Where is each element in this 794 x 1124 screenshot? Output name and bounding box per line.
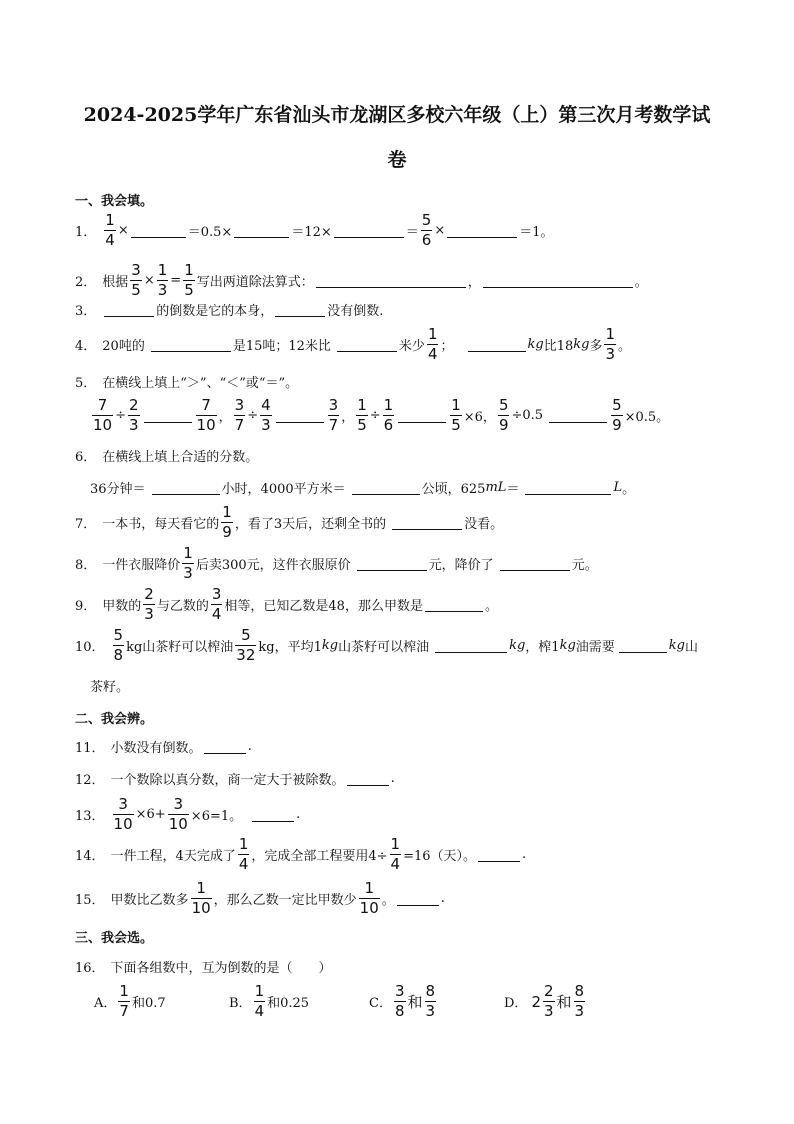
answer-blank[interactable] [483,273,633,288]
fraction: $\frac{1}{5}$ [184,261,194,299]
fraction: $\frac{5}{6}$ [421,211,432,249]
question-4: 4． 20吨的 是15吨；12米比 米少 $\frac{1}{4}$ ； kg 比18 kg 多 $\frac{1}{3}$ 。 [75,325,632,363]
question-number: 8． [75,558,97,573]
compare-blank[interactable] [398,408,446,423]
section-heading-fill: 一、我会填。 [75,194,154,209]
answer-blank[interactable] [337,337,397,352]
question-1: 1． $\frac{1}{4}$ × ＝0.5× ＝12× ＝ $\frac{5}{6}$ × ＝1。 [75,211,554,249]
answer-blank[interactable] [152,480,220,495]
question-7: 7． 一本书，每天看它的 $\frac{1}{9}$ ，看了3天后，还剩全书的 没看。 [75,503,504,541]
option-c[interactable]: C． $\frac{3}{8}$ 和 $\frac{8}{3}$ [369,982,436,1020]
answer-blank[interactable] [131,223,186,238]
answer-blank[interactable] [316,273,466,288]
question-number: 14． [75,849,105,864]
question-number: 12． [75,773,105,788]
question-number: 5． [75,376,97,391]
question-8: 8． 一件衣服降价 $\frac{1}{3}$ 后卖300元，这件衣服原价 元，降价了 元。 [75,544,598,582]
question-16: 16． 下面各组数中，互为倒数的是（ ） [75,957,332,976]
question-5: 5． 在横线上填上“＞”、“＜”或“＝”。 [75,372,298,391]
option-b[interactable]: B． $\frac{1}{4}$ 和0.25 [229,982,310,1020]
question-number: 15． [75,893,105,908]
question-6-items: 36分钟＝ 小时，4000平方米＝ 公顷，625 mL ＝ L 。 [90,480,636,497]
section-heading-judge: 二、我会辨。 [75,712,154,727]
question-number: 7． [75,517,97,532]
answer-blank[interactable] [104,302,154,317]
question-2: 2． 根据 $\frac{3}{5}$ × $\frac{1}{3}$ = $\frac{1}{5}$ 写出两道除法算式： ， 。 [75,261,648,299]
answer-blank[interactable] [252,807,294,822]
question-15: 15． 甲数比乙数多 $\frac{1}{10}$ ，那么乙数一定比甲数少 $\frac{1}{10}$ 。 . [75,879,445,917]
answer-blank[interactable] [357,556,427,571]
compare-blank[interactable] [144,408,192,423]
answer-blank[interactable] [392,515,462,530]
question-number: 1． [75,225,97,240]
answer-blank[interactable] [425,597,483,612]
answer-blank[interactable] [397,891,439,906]
question-5-comparisons: $\frac{7}{10}$ ÷ $\frac{2}{3}$ $\frac{7}{10}$ ， $\frac{3}{7}$ ÷ $\frac{4}{3}$ $\frac{3}{7}$ ， $\frac{1}{5}$ ÷ $\frac{1}{6}$ $\frac{1}{5}$ ×6， $\frac{5}{9}$ ÷0.5 $\frac{5}{9}$ ×0.5。 [93,396,670,434]
question-number: 3． [75,304,97,319]
fraction: $\frac{1}{4}$ [427,325,438,363]
answer-blank[interactable] [347,771,389,786]
question-number: 11． [75,741,105,756]
answer-blank[interactable] [234,223,289,238]
question-number: 9． [75,599,97,614]
exam-title-line2: 卷 [387,149,407,171]
compare-blank[interactable] [549,408,607,423]
exam-title-line1: 2024-2025学年广东省汕头市龙湖区多校六年级（上）第三次月考数学试 [83,104,711,126]
answer-blank[interactable] [478,847,520,862]
question-number: 16． [75,961,105,976]
answer-blank[interactable] [352,480,420,495]
section-heading-choose: 三、我会选。 [75,931,154,946]
question-number: 2． [75,275,97,290]
question-12: 12． 一个数除以真分数，商一定大于被除数。 . [75,771,395,788]
question-10-continued: 茶籽。 [90,680,130,695]
question-16-options [94,984,587,1019]
answer-blank[interactable] [334,223,404,238]
answer-blank[interactable] [435,638,507,653]
answer-blank[interactable] [447,223,517,238]
question-number: 10． [75,640,105,655]
question-10: 10． $\frac{5}{8}$ kg山茶籽可以榨油 $\frac{5}{32}$ kg，平均1 kg 山茶籽可以榨油 kg ，榨1 kg 油需要 kg 山 [75,626,699,664]
question-number: 4． [75,339,97,354]
answer-blank[interactable] [151,337,231,352]
fraction: $\frac{1}{3}$ [157,261,168,299]
option-a[interactable]: A． $\frac{1}{7}$ 和0.7 [94,982,166,1020]
answer-blank[interactable] [204,739,246,754]
question-9: 9． 甲数的 $\frac{2}{3}$ 与乙数的 $\frac{3}{4}$ 相等，已知乙数是48，那么甲数是 。 [75,585,498,623]
answer-blank[interactable] [275,302,325,317]
question-11: 11． 小数没有倒数。 . [75,739,252,756]
compare-blank[interactable] [276,408,324,423]
answer-blank[interactable] [619,638,667,653]
question-number: 13． [75,809,105,824]
question-14: 14． 一件工程，4天完成了 $\frac{1}{4}$ ，完成全部工程要用4÷ $\frac{1}{4}$ =16（天）。 . [75,835,527,873]
question-number: 6． [75,450,97,465]
question-3: 3． 的倒数是它的本身， 没有倒数. [75,300,383,319]
fraction: $\frac{3}{5}$ [131,261,141,299]
question-6: 6． 在横线上填上合适的分数。 [75,446,258,465]
answer-blank[interactable] [525,480,611,495]
answer-blank[interactable] [500,556,570,571]
option-d[interactable]: D． 2 $\frac{2}{3}$ 和 $\frac{8}{3}$ [504,982,585,1020]
answer-blank[interactable] [468,337,526,352]
fraction: $\frac{1}{3}$ [605,325,616,363]
question-13: 13． $\frac{3}{10}$ ×6+ $\frac{3}{10}$ ×6=1。 . [75,795,301,833]
fraction: $\frac{1}{4}$ [105,211,115,249]
